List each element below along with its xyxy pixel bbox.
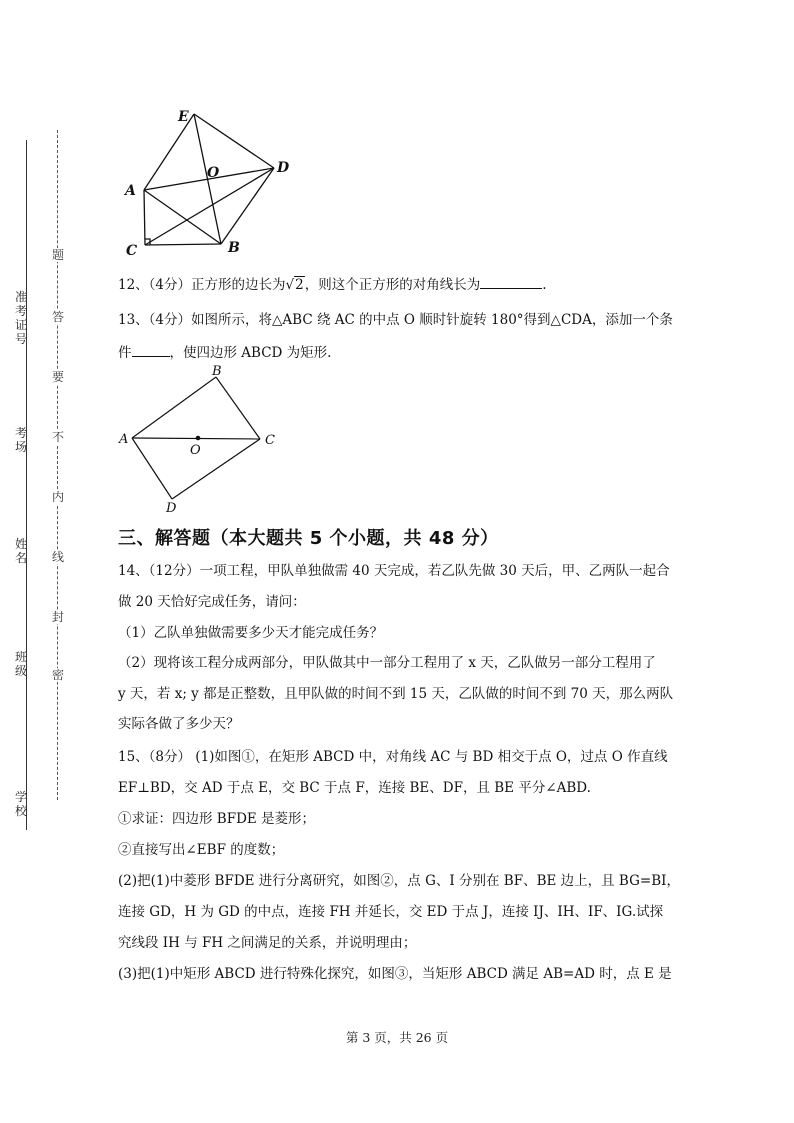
q13-prefix: 件 bbox=[118, 345, 132, 361]
seal-char: 内 bbox=[51, 490, 64, 504]
q12-suffix: ，则这个正方形的对角线长为 bbox=[304, 277, 481, 293]
vertex-label-a: A bbox=[119, 432, 129, 447]
answer-blank[interactable] bbox=[132, 344, 170, 357]
vertex-label-b: B bbox=[228, 240, 240, 256]
binding-margin bbox=[0, 0, 100, 1123]
q15-line: 究线段 IH 与 FH 之间满足的关系，并说明理由； bbox=[118, 935, 417, 951]
q14-line: （2）现将该工程分成两部分，甲队做其中一部分工程用了 x 天，乙队做另一部分工程用了 bbox=[118, 655, 656, 671]
q15-line: EF⊥BD，交 AD 于点 E，交 BC 于点 F，连接 BE、DF，且 BE 平分∠ABD. bbox=[118, 780, 591, 796]
label-school: 学校 bbox=[14, 790, 27, 818]
seal-char: 密 bbox=[51, 668, 64, 682]
vertex-label-o: O bbox=[207, 165, 220, 181]
section-heading: 三、解答题（本大题共 5 个小题，共 48 分） bbox=[118, 528, 499, 549]
question-13-line-1: 13、（4分）如图所示，将△ABC 绕 AC 的中点 O 顺时针旋转 180°得到△CDA，添加一个条 bbox=[118, 312, 673, 328]
label-exam-room: 考场 bbox=[14, 426, 27, 454]
label-class: 班级 bbox=[14, 650, 27, 678]
seal-char: 答 bbox=[51, 310, 64, 324]
answer-blank[interactable] bbox=[480, 276, 542, 289]
q14-line: 实际各做了多少天？ bbox=[118, 716, 240, 732]
seal-char: 要 bbox=[51, 370, 64, 384]
q15-line: (3)把(1)中矩形 ABCD 进行特殊化探究，如图③，当矩形 ABCD 满足 AB=AD 时，点 E 是 bbox=[118, 966, 672, 982]
vertex-label-c: C bbox=[265, 433, 275, 448]
figure-2-geometry bbox=[112, 362, 287, 514]
seal-dashed-line bbox=[57, 130, 58, 800]
seal-char: 封 bbox=[51, 610, 64, 624]
label-name: 姓名 bbox=[14, 537, 27, 565]
q12-end: . bbox=[542, 277, 547, 293]
vertex-label-a: A bbox=[125, 183, 136, 199]
vertex-label-o: O bbox=[190, 443, 201, 458]
vertex-label-d: D bbox=[166, 501, 177, 514]
question-13-line-2 bbox=[118, 344, 331, 361]
q14-line: 14、（12分）一项工程，甲队单独做需 40 天完成，若乙队先做 30 天后，甲、乙两队一起合 bbox=[118, 563, 670, 579]
q15-line: ②直接写出∠EBF 的度数； bbox=[118, 842, 285, 858]
q14-line: （1）乙队单独做需要多少天才能完成任务？ bbox=[118, 625, 384, 641]
vertex-label-c: C bbox=[126, 243, 138, 259]
label-exam-number: 准考证号 bbox=[14, 290, 27, 346]
q12-prefix: 12、（4分）正方形的边长为 bbox=[118, 277, 286, 293]
margin-rule bbox=[26, 140, 27, 830]
midpoint-o-dot bbox=[196, 436, 201, 441]
q15-line: (2)把(1)中菱形 BFDE 进行分离研究，如图②，点 G、I 分别在 BF、BE 边上，且 BG=BI， bbox=[118, 873, 680, 889]
question-12 bbox=[118, 276, 547, 293]
q14-line: 做 20 天恰好完成任务，请问： bbox=[118, 594, 306, 610]
q15-line: 15、（8分） (1)如图①，在矩形 ABCD 中，对角线 AC 与 BD 相交于点 O，过点 O 作直线 bbox=[118, 749, 668, 765]
q15-line: ①求证：四边形 BFDE 是菱形； bbox=[118, 811, 316, 827]
page-footer: 第 3 页，共 26 页 bbox=[345, 1030, 449, 1045]
seal-char: 线 bbox=[51, 550, 64, 564]
q14-line: y 天，若 x; y 都是正整数，且甲队做的时间不到 15 天，乙队做的时间不到 70 天，那么两队 bbox=[118, 686, 674, 702]
seal-char: 不 bbox=[51, 430, 64, 444]
vertex-label-b: B bbox=[212, 364, 222, 379]
vertex-label-d: D bbox=[277, 160, 290, 176]
q15-line: 连接 GD，H 为 GD 的中点，连接 FH 并延长，交 ED 于点 J，连接 IJ、IH、IF、IG.试探 bbox=[118, 904, 664, 920]
q12-radicand: 2 bbox=[295, 277, 304, 293]
q13-suffix: ，使四边形 ABCD 为矩形. bbox=[169, 345, 332, 361]
seal-char: 题 bbox=[51, 248, 64, 262]
figure-1-geometry bbox=[110, 100, 310, 260]
vertex-label-e: E bbox=[178, 109, 189, 125]
sqrt-symbol: √2 bbox=[285, 277, 304, 293]
